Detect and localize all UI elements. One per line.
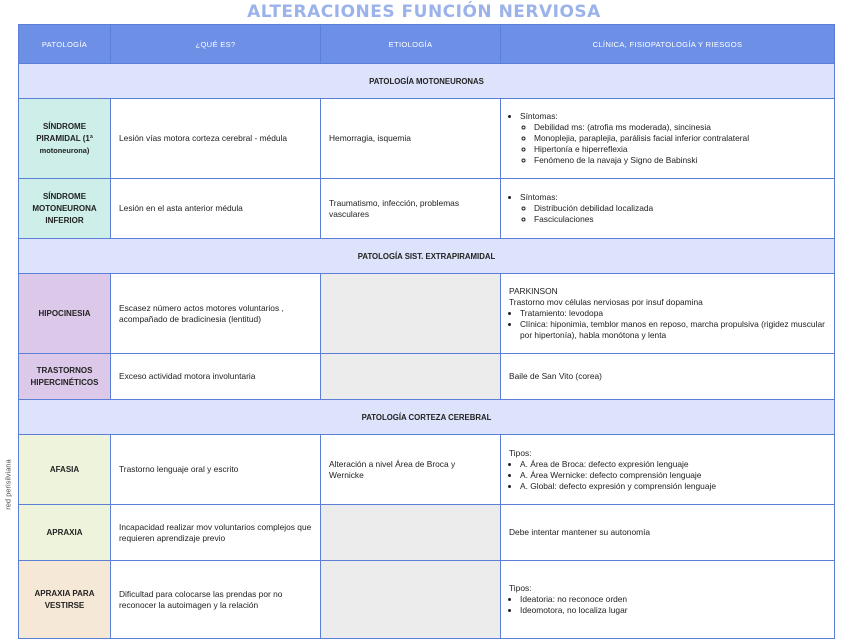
que-es-cell: Lesión en el asta anterior médula	[111, 179, 321, 239]
que-es-cell: Dificultad para colocarse las prendas por no reconocer la autoimagen y la relación	[111, 561, 321, 639]
section-row	[19, 400, 835, 435]
pathology-table	[18, 24, 835, 639]
clinica-description: Trastorno mov células nerviosas por insuf dopamina	[509, 297, 703, 307]
list-item: • Tratamiento: levodopa	[520, 308, 826, 319]
list-item: ◦ Fasciculaciones	[534, 214, 826, 225]
section-extrapiramidal: PATOLOGÍA SIST. EXTRAPIRAMIDAL	[19, 239, 835, 274]
pathology-name: HIPOCINESIA	[19, 274, 111, 354]
pathology-name-sub: motoneurona)	[39, 145, 90, 155]
table-row	[19, 435, 835, 505]
clinica-cell	[501, 435, 835, 505]
que-es-cell: Incapacidad realizar mov voluntarios complejos que requieren aprendizaje previo	[111, 505, 321, 561]
clinica-lead: Síntomas:	[520, 111, 558, 121]
list-item: • Ideatoria: no reconoce orden	[520, 594, 826, 605]
list-item: ◦ Distribución debilidad localizada	[534, 203, 826, 214]
table-row	[19, 99, 835, 179]
table-row	[19, 561, 835, 639]
pathology-cell	[19, 99, 111, 179]
list-item: ◦ Monoplejia, paraplejia, parálisis facial inferior contralateral	[534, 133, 826, 144]
clinica-heading: PARKINSON	[509, 286, 558, 296]
list-item: • A. Área de Broca: defecto expresión lenguaje	[520, 459, 826, 470]
clinica-cell	[501, 561, 835, 639]
section-row	[19, 239, 835, 274]
header-etiologia: ETIOLOGÍA	[321, 25, 501, 64]
que-es-cell: Lesión vías motora corteza cerebral - médula	[111, 99, 321, 179]
clinica-lead: Síntomas:	[520, 192, 558, 202]
pathology-name: SÍNDROME PIRAMIDAL (1ª	[36, 121, 93, 143]
etiologia-cell: Traumatismo, infección, problemas vasculares	[321, 179, 501, 239]
section-row	[19, 64, 835, 99]
clinica-cell	[501, 179, 835, 239]
que-es-cell: Trastorno lenguaje oral y escrito	[111, 435, 321, 505]
list-item: • A. Global: defecto expresión y comprensión lenguaje	[520, 481, 826, 492]
header-patologia: PATOLOGÍA	[19, 25, 111, 64]
list-item: • A. Área Wernicke: defecto comprensión lenguaje	[520, 470, 826, 481]
side-label: red perisilviana	[3, 459, 13, 510]
etiologia-cell-empty	[321, 274, 501, 354]
table-row	[19, 179, 835, 239]
clinica-lead: Tipos:	[509, 583, 532, 593]
clinica-lead: Tipos:	[509, 447, 532, 458]
etiologia-cell-empty	[321, 505, 501, 561]
list-item: • Ideomotora, no localiza lugar	[520, 605, 826, 616]
list-item: • Clínica: hiponimia, temblor manos en reposo, marcha propulsiva (rigidez muscular por hipertonía), habla monótona y lenta	[520, 319, 826, 341]
clinica-cell: Debe intentar mantener su autonomía	[501, 505, 835, 561]
etiologia-cell-empty	[321, 354, 501, 400]
list-item: ◦ Fenómeno de la navaja y Signo de Babinski	[534, 155, 826, 166]
clinica-cell	[501, 274, 835, 354]
header-row	[19, 25, 835, 64]
etiologia-cell-empty	[321, 561, 501, 639]
table-row	[19, 274, 835, 354]
etiologia-cell: Alteración a nivel Área de Broca y Wernicke	[321, 435, 501, 505]
section-motoneuronas: PATOLOGÍA MOTONEURONAS	[19, 64, 835, 99]
table-row	[19, 354, 835, 400]
section-corteza: PATOLOGÍA CORTEZA CEREBRAL	[19, 400, 835, 435]
clinica-cell: Baile de San Vito (corea)	[501, 354, 835, 400]
header-que-es: ¿QUÉ ES?	[111, 25, 321, 64]
clinica-cell	[501, 99, 835, 179]
que-es-cell: Escasez número actos motores voluntarios , acompañado de bradicinesia (lentitud)	[111, 274, 321, 354]
pathology-name: TRASTORNOS HIPERCINÉTICOS	[19, 354, 111, 400]
page-title: ALTERACIONES FUNCIÓN NERVIOSA	[247, 2, 601, 22]
pathology-name: APRAXIA PARA VESTIRSE	[19, 561, 111, 639]
table-row	[19, 505, 835, 561]
header-clinica: CLÍNICA, FISIOPATOLOGÍA Y RIESGOS	[501, 25, 835, 64]
etiologia-cell: Hemorragia, isquemia	[321, 99, 501, 179]
list-item: ◦ Hipertonía e hiperreflexia	[534, 144, 826, 155]
pathology-name: AFASIA	[19, 435, 111, 505]
pathology-name: APRAXIA	[19, 505, 111, 561]
list-item: ◦ Debilidad ms: (atrofia ms moderada), sincinesia	[534, 122, 826, 133]
pathology-name: SÍNDROME MOTONEURONA INFERIOR	[19, 179, 111, 239]
que-es-cell: Exceso actividad motora involuntaria	[111, 354, 321, 400]
